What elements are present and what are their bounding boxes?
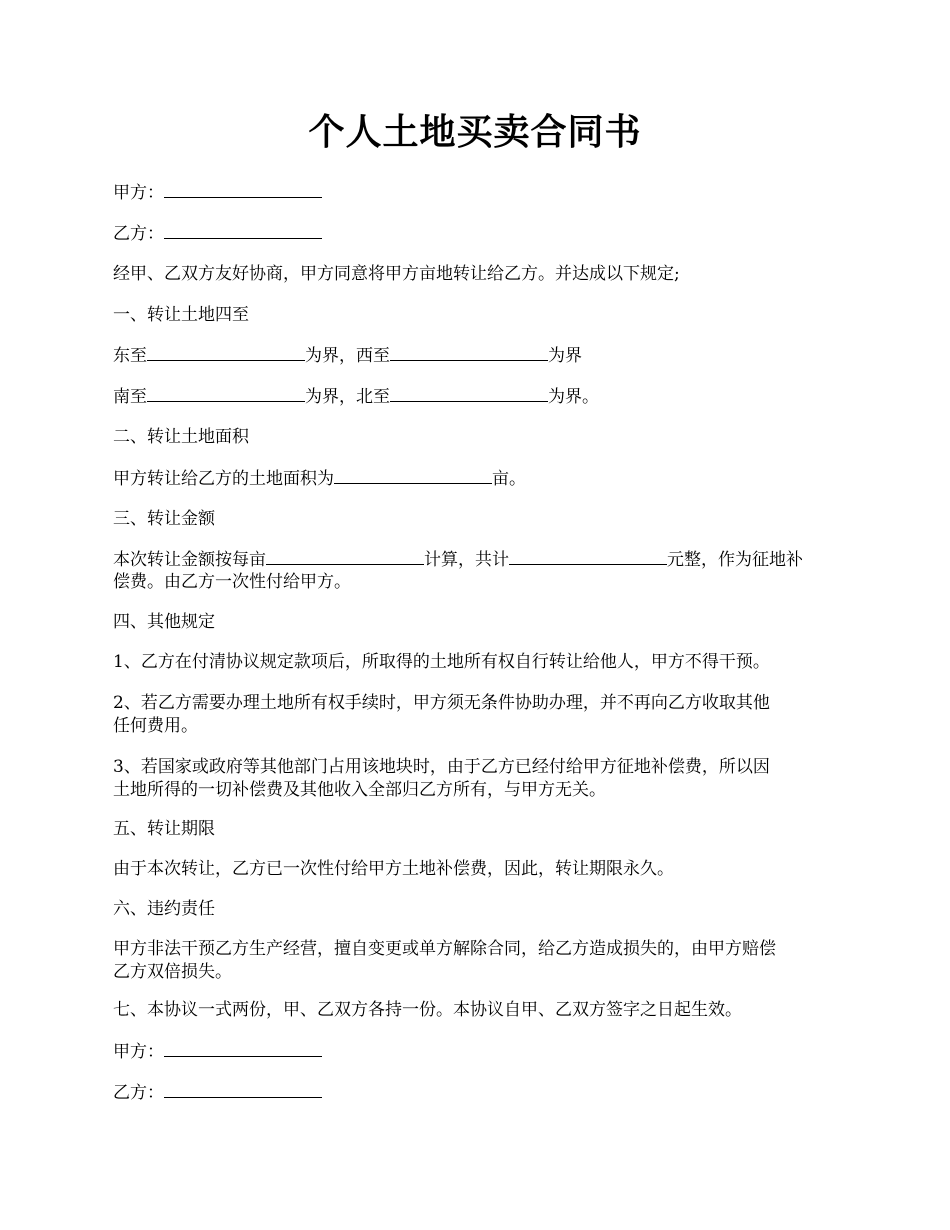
signature-party-b-label: 乙方： [113, 1083, 164, 1103]
signature-party-a-line [113, 1040, 843, 1064]
section-2-heading: 二、转让土地面积 [113, 427, 249, 447]
east-label: 东至 [113, 346, 147, 366]
amount-text-a: 本次转让金额按每亩 [113, 550, 266, 570]
signature-party-a-label: 甲方： [113, 1042, 164, 1062]
term-paragraph: 由于本次转让，乙方已一次性付给甲方土地补偿费，因此，转让期限永久。 [113, 859, 674, 879]
amount-text-c: 元整，作为征地补 [667, 550, 803, 570]
south-label: 南至 [113, 387, 147, 407]
intro-paragraph: 经甲、乙双方友好协商，甲方同意将甲方亩地转让给乙方。并达成以下规定; [113, 264, 680, 284]
south-north-boundary-line [113, 385, 843, 409]
amount-text-b: 计算，共计 [424, 550, 509, 570]
party-a-label: 甲方： [113, 183, 164, 203]
amount-line-2: 偿费。由乙方一次性付给甲方。 [113, 572, 351, 592]
liability-line-2: 乙方双倍损失。 [113, 962, 232, 982]
rule-item-3-line-2: 土地所得的一切补偿费及其他收入全部归乙方所有，与甲方无关。 [113, 780, 606, 800]
document-title: 个人土地买卖合同书 [308, 111, 642, 153]
party-a-blank [164, 181, 322, 198]
west-label: 西至 [356, 346, 390, 366]
border-comma-text: 为界， [305, 346, 356, 366]
area-text-after: 亩。 [492, 469, 526, 489]
party-b-line [113, 222, 843, 246]
section-6-heading: 六、违约责任 [113, 899, 215, 919]
east-west-boundary-line [113, 344, 843, 368]
signature-party-b-line [113, 1081, 843, 1105]
liability-line-1: 甲方非法干预乙方生产经营，擅自变更或单方解除合同，给乙方造成损失的，由甲方赔偿 [113, 939, 776, 959]
border-comma-text: 为界， [305, 387, 356, 407]
amount-line-1 [113, 548, 843, 572]
south-blank [147, 385, 305, 402]
section-7-paragraph: 七、本协议一式两份，甲、乙双方各持一份。本协议自甲、乙双方签字之日起生效。 [113, 1000, 742, 1020]
area-text-before: 甲方转让给乙方的土地面积为 [113, 469, 334, 489]
border-end-text: 为界。 [548, 387, 599, 407]
rule-item-1: 1、乙方在付清协议规定款项后，所取得的土地所有权自行转让给他人，甲方不得干预。 [113, 652, 770, 672]
price-per-mu-blank [266, 548, 424, 565]
total-amount-blank [509, 548, 667, 565]
east-blank [147, 344, 305, 361]
section-4-heading: 四、其他规定 [113, 612, 215, 632]
rule-item-3-line-1: 3、若国家或政府等其他部门占用该地块时，由于乙方已经付给甲方征地补偿费，所以因 [113, 757, 770, 777]
section-5-heading: 五、转让期限 [113, 819, 215, 839]
signature-party-a-blank [164, 1040, 322, 1057]
signature-party-b-blank [164, 1081, 322, 1098]
party-a-line [113, 181, 843, 205]
border-text: 为界 [548, 346, 582, 366]
section-3-heading: 三、转让金额 [113, 509, 215, 529]
rule-item-2-line-1: 2、若乙方需要办理土地所有权手续时，甲方须无条件协助办理，并不再向乙方收取其他 [113, 693, 770, 713]
party-b-blank [164, 222, 322, 239]
section-1-heading: 一、转让土地四至 [113, 305, 249, 325]
area-line [113, 467, 843, 491]
west-blank [390, 344, 548, 361]
north-label: 北至 [356, 387, 390, 407]
party-b-label: 乙方： [113, 224, 164, 244]
rule-item-2-line-2: 任何费用。 [113, 716, 198, 736]
north-blank [390, 385, 548, 402]
area-blank [334, 467, 492, 484]
